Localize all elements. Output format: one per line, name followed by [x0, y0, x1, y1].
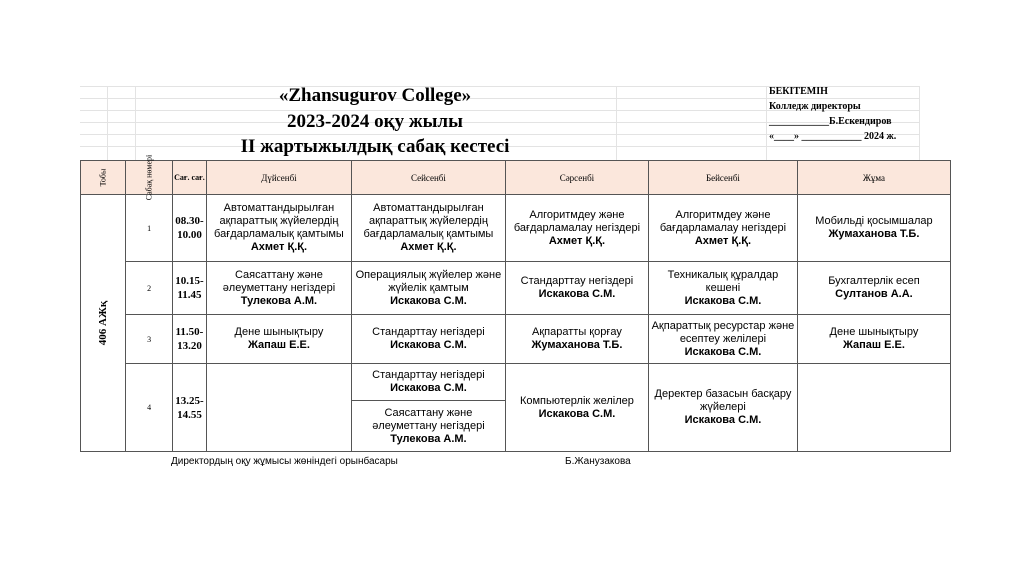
lesson-time: 10.15- 11.45: [172, 262, 206, 315]
schedule-cell: Алгоритмдеу және бағдарламалау негіздері Ахмет Қ.Қ.: [648, 195, 797, 262]
schedule-cell: Бухгалтерлік есеп Султанов А.А.: [797, 262, 950, 315]
grid-line: [107, 86, 108, 160]
schedule-cell-empty: [206, 364, 351, 452]
schedule-cell: Автоматтандырылған ақпараттық жүйелердің бағдарламалық қамтымы Ахмет Қ.Қ.: [351, 195, 505, 262]
lesson-number: 4: [126, 364, 173, 452]
approval-position: Колледж директоры: [769, 101, 861, 112]
day-header-wednesday: Сәрсенбі: [505, 161, 648, 195]
schedule-cell: Дене шынықтыру Жапаш Е.Е.: [206, 315, 351, 364]
grid-line: [135, 86, 136, 160]
schedule-cell: Ақпараттық ресурстар және есептеу желілері Искакова С.М.: [648, 315, 797, 364]
schedule-cell-empty: [797, 364, 950, 452]
schedule-cell: Ақпаратты қорғау Жумаханова Т.Б.: [505, 315, 648, 364]
grid-line: [919, 86, 920, 160]
schedule-cell: Операциялық жүйелер және жүйелік қамтым Искакова С.М.: [351, 262, 505, 315]
grid-line: [616, 86, 617, 160]
column-header-lesson-number: Сабақ нөмері: [126, 161, 173, 195]
column-header-hours: Сағ. сағ.: [172, 161, 206, 195]
approval-signature: ____________Б.Ескендиров: [769, 116, 892, 127]
schedule-cell: Техникалық құралдар кешені Искакова С.М.: [648, 262, 797, 315]
approval-date: «____» ____________ 2024 ж.: [769, 131, 897, 142]
grid-line: [80, 98, 920, 99]
schedule-cell: Стандарттау негіздері Искакова С.М.: [505, 262, 648, 315]
schedule-cell: Компьютерлік желілер Искакова С.М.: [505, 364, 648, 452]
day-header-friday: Жұма: [797, 161, 950, 195]
schedule-cell: Алгоритмдеу және бағдарламалау негіздері Ахмет Қ.Қ.: [505, 195, 648, 262]
schedule-table: [80, 154, 951, 452]
academic-year: 2023-2024 оқу жылы: [287, 111, 463, 132]
lesson-time: 11.50- 13.20: [172, 315, 206, 364]
lesson-time: 13.25- 14.55: [172, 364, 206, 452]
schedule-cell: Мобильді қосымшалар Жумаханова Т.Б.: [797, 195, 950, 262]
lesson-time: 08.30- 10.00: [172, 195, 206, 262]
schedule-cell-split: [351, 364, 505, 452]
column-header-group: Тобы: [81, 161, 126, 195]
footer-name: Б.Жанузакова: [565, 456, 631, 467]
schedule-cell: Деректер базасын басқару жүйелері Искакова С.М.: [648, 364, 797, 452]
day-header-thursday: Бейсенбі: [648, 161, 797, 195]
schedule-cell: Саясаттану және әлеуметтану негіздері Тулекова А.М.: [206, 262, 351, 315]
schedule-cell: Дене шынықтыру Жапаш Е.Е.: [797, 315, 950, 364]
day-header-monday: Дүйсенбі: [206, 161, 351, 195]
footer-position: Директордың оқу жұмысы жөніндегі орынбасары: [171, 456, 398, 467]
schedule-title: ІІ жартыжылдық сабақ кестесі: [240, 136, 510, 157]
lesson-number: 1: [126, 195, 173, 262]
day-header-tuesday: Сейсенбі: [351, 161, 505, 195]
schedule-cell: Стандарттау негіздері Искакова С.М.: [351, 315, 505, 364]
split-cell-top: Стандарттау негіздері Искакова С.М.: [352, 364, 505, 401]
lesson-number: 3: [126, 315, 173, 364]
split-cell-bottom: Саясаттану және әлеуметтану негіздері Тулекова А.М.: [372, 406, 485, 445]
schedule-cell: Автоматтандырылған ақпараттық жүйелердің бағдарламалық қамтымы Ахмет Қ.Қ.: [206, 195, 351, 262]
lesson-number: 2: [126, 262, 173, 315]
college-title: «Zhansugurov College»: [278, 85, 472, 106]
approval-heading: БЕКІТЕМІН: [769, 86, 828, 97]
grid-line: [766, 86, 767, 160]
group-cell: 406 АЖқ: [81, 195, 126, 452]
